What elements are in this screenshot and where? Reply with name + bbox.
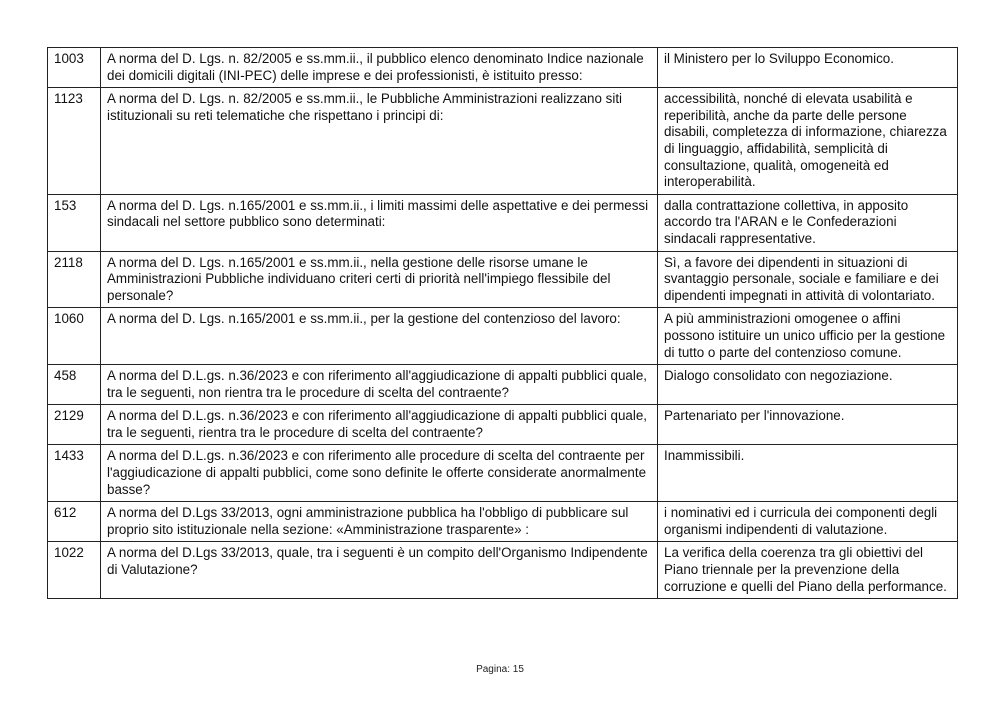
question-id: 1022: [48, 542, 101, 599]
questions-table: [47, 47, 958, 599]
question-text: A norma del D.L.gs. n.36/2023 e con riferimento alle procedure di scelta del contraente per l'aggiudicazione di appalti pubblici, come sono definite le offerte considerate anormalmente basse?: [101, 445, 658, 502]
answer-text: dalla contrattazione collettiva, in apposito accordo tra l'ARAN e le Confederazioni sindacali rappresentative.: [658, 194, 958, 251]
answer-text: Partenariato per l'innovazione.: [658, 405, 958, 445]
question-text: A norma del D.Lgs 33/2013, ogni amministrazione pubblica ha l'obbligo di pubblicare sul proprio sito istituzionale nella sezione: «Amministrazione trasparente» :: [101, 502, 658, 542]
table-row: [48, 194, 958, 251]
question-id: 1433: [48, 445, 101, 502]
question-id: 1123: [48, 88, 101, 195]
answer-text: Inammissibili.: [658, 445, 958, 502]
question-id: 2118: [48, 251, 101, 308]
table-row: [48, 48, 958, 88]
answer-text: La verifica della coerenza tra gli obiettivi del Piano triennale per la prevenzione della corruzione e quelli del Piano della performance.: [658, 542, 958, 599]
table-row: [48, 542, 958, 599]
question-id: 458: [48, 365, 101, 405]
table-row: [48, 88, 958, 195]
table-row: [48, 502, 958, 542]
question-id: 2129: [48, 405, 101, 445]
answer-text: i nominativi ed i curricula dei componenti degli organismi indipendenti di valutazione.: [658, 502, 958, 542]
answer-text: Sì, a favore dei dipendenti in situazioni di svantaggio personale, sociale e familiare e dei dipendenti impegnati in attività di volontariato.: [658, 251, 958, 308]
question-text: A norma del D. Lgs. n.165/2001 e ss.mm.ii., per la gestione del contenzioso del lavoro:: [101, 308, 658, 365]
question-text: A norma del D.L.gs. n.36/2023 e con riferimento all'aggiudicazione di appalti pubblici quale, tra le seguenti, rientra tra le procedure di scelta del contraente?: [101, 405, 658, 445]
question-text: A norma del D. Lgs. n.165/2001 e ss.mm.ii., i limiti massimi delle aspettative e dei permessi sindacali nel settore pubblico sono determinati:: [101, 194, 658, 251]
question-id: 612: [48, 502, 101, 542]
table-row: [48, 308, 958, 365]
page-footer: [0, 664, 1000, 675]
question-id: 1060: [48, 308, 101, 365]
table-row: [48, 405, 958, 445]
question-text: A norma del D.Lgs 33/2013, quale, tra i seguenti è un compito dell'Organismo Indipendente di Valutazione?: [101, 542, 658, 599]
answer-text: accessibilità, nonché di elevata usabilità e reperibilità, anche da parte delle persone disabili, completezza di informazione, chiarezza di linguaggio, affidabilità, semplicità di consultazione, qualità, omogeneità ed interoperabilità.: [658, 88, 958, 195]
question-text: A norma del D. Lgs. n.165/2001 e ss.mm.ii., nella gestione delle risorse umane le Amministrazioni Pubbliche individuano criteri certi di priorità nell'impiego flessibile del personale?: [101, 251, 658, 308]
answer-text: A più amministrazioni omogenee o affini possono istituire un unico ufficio per la gestione di tutto o parte del contenzioso comune.: [658, 308, 958, 365]
table-row: [48, 445, 958, 502]
table-row: [48, 365, 958, 405]
question-text: A norma del D.L.gs. n.36/2023 e con riferimento all'aggiudicazione di appalti pubblici quale, tra le seguenti, non rientra tra le procedure di scelta del contraente?: [101, 365, 658, 405]
question-text: A norma del D. Lgs. n. 82/2005 e ss.mm.ii., le Pubbliche Amministrazioni realizzano siti istituzionali su reti telematiche che rispettano i principi di:: [101, 88, 658, 195]
answer-text: Dialogo consolidato con negoziazione.: [658, 365, 958, 405]
page-number: Pagina: 15: [476, 664, 524, 675]
question-text: A norma del D. Lgs. n. 82/2005 e ss.mm.ii., il pubblico elenco denominato Indice nazionale dei domicili digitali (INI-PEC) delle imprese e dei professionisti, è istituito presso:: [101, 48, 658, 88]
table-row: [48, 251, 958, 308]
question-id: 153: [48, 194, 101, 251]
question-id: 1003: [48, 48, 101, 88]
answer-text: il Ministero per lo Sviluppo Economico.: [658, 48, 958, 88]
